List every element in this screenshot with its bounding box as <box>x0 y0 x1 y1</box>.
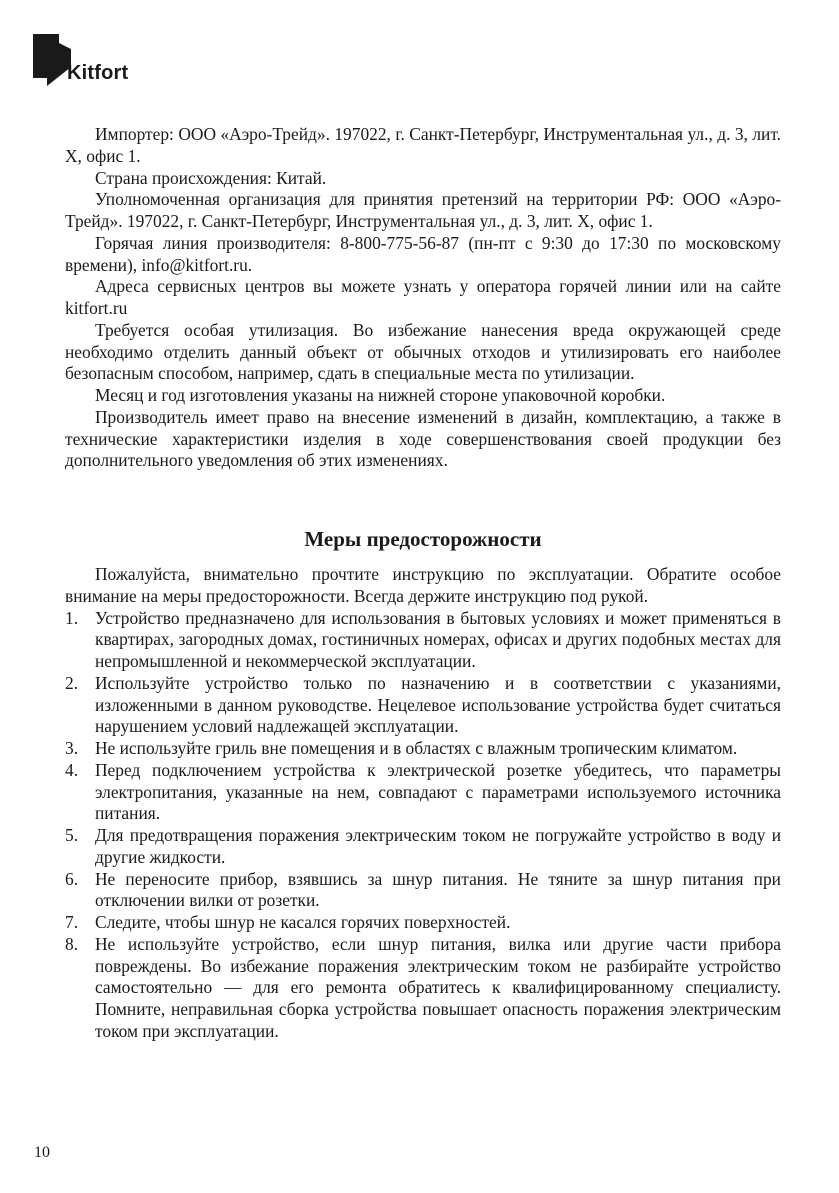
list-item-number: 3. <box>65 738 79 758</box>
brand-logo <box>33 34 128 86</box>
list-item-text: Не переносите прибор, взявшись за шнур питания. Не тяните за шнур питания при отключении вилки от розетки. <box>95 868 781 911</box>
safety-list <box>65 608 781 1043</box>
list-item <box>65 912 781 934</box>
safety-heading: Меры предосторожности <box>304 527 542 551</box>
list-item-number: 4. <box>65 759 79 780</box>
list-item-number: 7. <box>65 912 79 932</box>
list-item <box>65 738 781 760</box>
list-item <box>65 608 781 673</box>
page-number: 10 <box>34 1144 50 1161</box>
list-item-text: Устройство предназначено для использования в бытовых условиях и может применяться в квартирах, загородных домах, гостиничных номерах, офисах и других подобных местах для непромышленной и некоммерческой эксплуатации. <box>95 607 781 671</box>
service-centers-paragraph: Адреса сервисных центров вы можете узнать у оператора горячей линии или на сайте kitfort.ru <box>65 276 781 318</box>
list-item-number: 5. <box>65 825 79 845</box>
list-item-number: 6. <box>65 868 79 889</box>
list-item-text: Используйте устройство только по назначению и в соответствии с указаниями, изложенными в данном руководстве. Нецелевое использование устройства будет считаться нарушением условий надлежащей эксплуатации. <box>95 672 781 737</box>
importer-paragraph: Импортер: ООО «Аэро-Трейд». 197022, г. Санкт-Петербург, Инструментальная ул., д. 3, лит. Х, офис 1. <box>65 124 781 166</box>
list-item-text: Не используйте гриль вне помещения и в областях с влажным тропическим климатом. <box>95 738 738 758</box>
list-item-text: Для предотвращения поражения электрическим током не погружайте устройство в воду и другие жидкости. <box>95 825 781 867</box>
claims-org-paragraph: Уполномоченная организация для принятия претензий на территории РФ: ООО «Аэро-Трейд». 197022, г. Санкт-Петербург, Инструментальная ул., д. 3, лит. Х, офис 1. <box>65 189 781 231</box>
list-item <box>65 760 781 825</box>
kitfort-logo-icon <box>33 34 71 86</box>
disposal-paragraph: Требуется особая утилизация. Во избежание нанесения вреда окружающей среде необходимо отделить данный объект от обычных отходов и утилизировать его наиболее безопасным способом, например, сдать в специальные места по утилизации. <box>65 319 781 384</box>
list-item <box>65 673 781 738</box>
list-item <box>65 869 781 913</box>
list-item <box>65 934 781 1043</box>
changes-notice-paragraph: Производитель имеет право на внесение изменений в дизайн, комплектацию, а также в технические характеристики изделия в ходе совершенствования своей продукции без дополнительного уведомления об этих изменениях. <box>65 406 781 471</box>
list-item-number: 1. <box>65 607 79 628</box>
manufacture-date-paragraph: Месяц и год изготовления указаны на нижней стороне упаковочной коробки. <box>95 385 666 405</box>
list-item-text: Не используйте устройство, если шнур питания, вилка или другие части прибора повреждены. Во избежание поражения электрическим током не разбирайте устройство самостоятельно — для его ремонта обратитесь к квалифицированному специалисту. Помните, неправильная сборка устройства повышает опасность поражения электрическим током при эксплуатации. <box>95 933 781 1041</box>
hotline-paragraph: Горячая линия производителя: 8-800-775-56-87 (пн-пт с 9:30 до 17:30 по московскому времени), info@kitfort.ru. <box>65 232 781 275</box>
list-item-number: 8. <box>65 933 79 954</box>
page-content <box>65 124 781 1043</box>
list-item-text: Следите, чтобы шнур не касался горячих поверхностей. <box>95 912 511 932</box>
list-item-text: Перед подключением устройства к электрической розетке убедитесь, что параметры электропитания, указанные на нем, совпадают с параметрами используемого источника питания. <box>95 759 781 824</box>
brand-name: Kitfort <box>67 62 129 84</box>
safety-intro-paragraph: Пожалуйста, внимательно прочтите инструкцию по эксплуатации. Обратите особое внимание на меры предосторожности. Всегда держите инструкцию под рукой. <box>65 564 781 606</box>
country-paragraph: Страна происхождения: Китай. <box>95 167 327 188</box>
list-item <box>65 825 781 869</box>
list-item-number: 2. <box>65 672 79 693</box>
